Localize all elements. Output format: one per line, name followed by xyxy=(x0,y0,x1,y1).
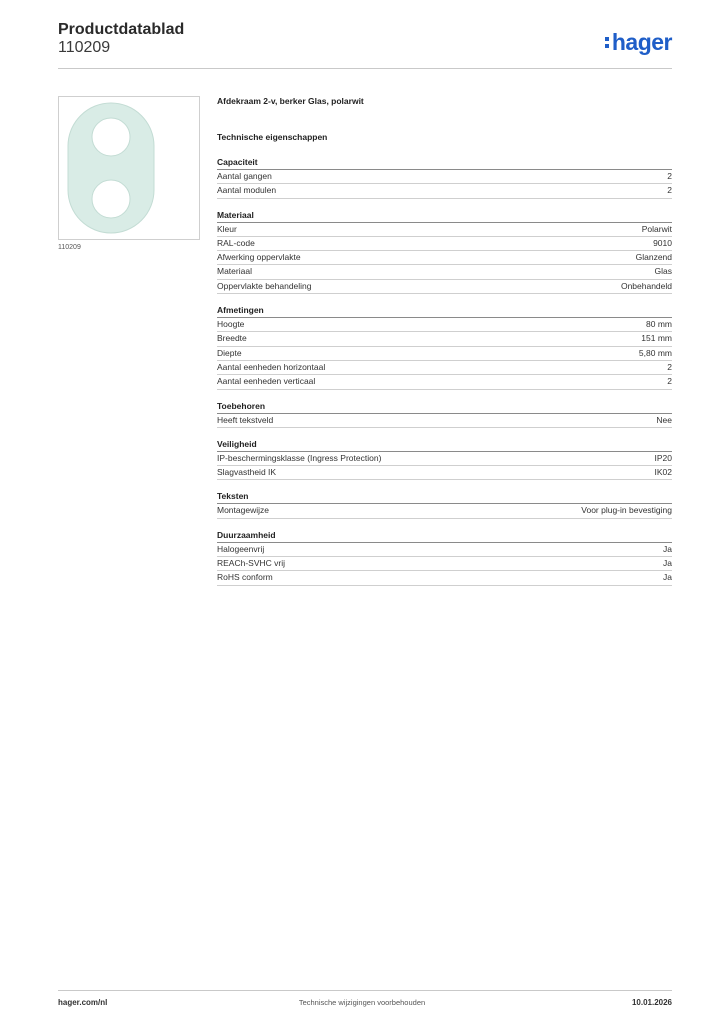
image-caption: 110209 xyxy=(58,244,81,251)
spec-section xyxy=(217,401,672,428)
spec-label: Aantal eenheden horizontaal xyxy=(217,361,326,372)
section-title: Toebehoren xyxy=(217,401,672,414)
technical-properties-heading: Technische eigenschappen xyxy=(217,132,328,142)
spec-row xyxy=(217,543,672,557)
spec-value: 2 xyxy=(667,171,672,181)
spec-value: Voor plug-in bevestiging xyxy=(581,505,672,516)
footer-disclaimer: Technische wijzigingen voorbehouden xyxy=(298,998,426,1007)
spec-row xyxy=(217,466,672,480)
spec-value: Glanzend xyxy=(635,252,672,263)
spec-section xyxy=(217,210,672,294)
spec-row xyxy=(217,251,672,265)
glass-cover-plate-icon xyxy=(59,97,199,239)
section-title: Materiaal xyxy=(217,210,672,223)
spec-value: Polarwit xyxy=(641,223,672,234)
spec-value: Ja xyxy=(663,572,672,583)
spec-label: Materiaal xyxy=(217,266,252,277)
spec-label: Aantal modulen xyxy=(217,185,277,196)
footer-date: 10.01.2026 xyxy=(631,998,672,1007)
spec-value: 2 xyxy=(667,376,672,387)
product-number: 110209 xyxy=(58,39,111,56)
spec-section xyxy=(217,439,672,481)
product-name: Afdekraam 2-v, berker Glas, polarwit xyxy=(217,96,364,106)
spec-row xyxy=(217,265,672,279)
spec-section xyxy=(217,305,672,389)
spec-label: Kleur xyxy=(217,223,237,234)
spec-label: Hoogte xyxy=(217,319,245,330)
spec-label: Diepte xyxy=(217,347,242,358)
section-title: Afmetingen xyxy=(217,305,672,318)
spec-row xyxy=(217,571,672,585)
spec-row xyxy=(217,280,672,294)
spec-label: Heeft tekstveld xyxy=(217,414,274,425)
spec-value: IP20 xyxy=(654,452,672,463)
spec-row xyxy=(217,318,672,332)
spec-value: IK02 xyxy=(654,467,672,478)
spec-section xyxy=(217,530,672,586)
spec-row xyxy=(217,170,672,184)
spec-row xyxy=(217,237,672,251)
spec-row xyxy=(217,223,672,237)
spec-row xyxy=(217,452,672,466)
spec-row xyxy=(217,504,672,518)
spec-label: RAL-code xyxy=(217,237,255,248)
spec-row xyxy=(217,557,672,571)
spec-content xyxy=(217,96,672,586)
spec-label: Montagewijze xyxy=(217,505,269,516)
footer-website: hager.com/nl xyxy=(58,998,108,1007)
spec-value: 151 mm xyxy=(641,333,672,344)
spec-value: Glas xyxy=(654,266,672,277)
spec-label: RoHS conform xyxy=(217,572,273,583)
spec-label: Slagvastheid IK xyxy=(217,467,277,478)
product-image xyxy=(58,96,200,240)
spec-label: Breedte xyxy=(217,333,247,344)
spec-value: 5,80 mm xyxy=(638,347,672,358)
spec-label: Oppervlakte behandeling xyxy=(217,280,312,291)
spec-section xyxy=(217,157,672,199)
header-divider xyxy=(58,68,672,69)
section-title: Teksten xyxy=(217,491,672,504)
spec-row xyxy=(217,361,672,375)
spec-label: Halogeenvrij xyxy=(217,543,265,554)
spec-value: Ja xyxy=(663,558,672,569)
spec-value: Nee xyxy=(656,414,672,425)
logo-text: hager xyxy=(611,29,672,55)
section-title: Capaciteit xyxy=(217,157,672,170)
logo-dots-icon xyxy=(605,34,610,51)
spec-row xyxy=(217,347,672,361)
spec-value: 2 xyxy=(667,185,672,196)
spec-section xyxy=(217,491,672,518)
spec-sections xyxy=(217,157,672,586)
spec-row xyxy=(217,332,672,346)
spec-row xyxy=(217,184,672,198)
spec-label: Aantal gangen xyxy=(217,171,272,181)
spec-value: 2 xyxy=(667,361,672,372)
spec-label: Aantal eenheden verticaal xyxy=(217,376,316,387)
spec-row xyxy=(217,375,672,389)
spec-label: REACh-SVHC vrij xyxy=(217,558,286,569)
spec-row xyxy=(217,414,672,428)
hager-logo xyxy=(605,29,672,56)
spec-value: 80 mm xyxy=(646,319,672,330)
page-title: Productdatablad xyxy=(58,21,185,38)
spec-label: IP-beschermingsklasse (Ingress Protection) xyxy=(217,452,382,463)
spec-value: Ja xyxy=(663,543,672,554)
spec-value: 9010 xyxy=(653,237,672,248)
section-title: Duurzaamheid xyxy=(217,530,672,543)
spec-label: Afwerking oppervlakte xyxy=(217,252,301,263)
footer-divider xyxy=(58,990,672,991)
section-title: Veiligheid xyxy=(217,439,672,452)
spec-value: Onbehandeld xyxy=(620,280,672,291)
